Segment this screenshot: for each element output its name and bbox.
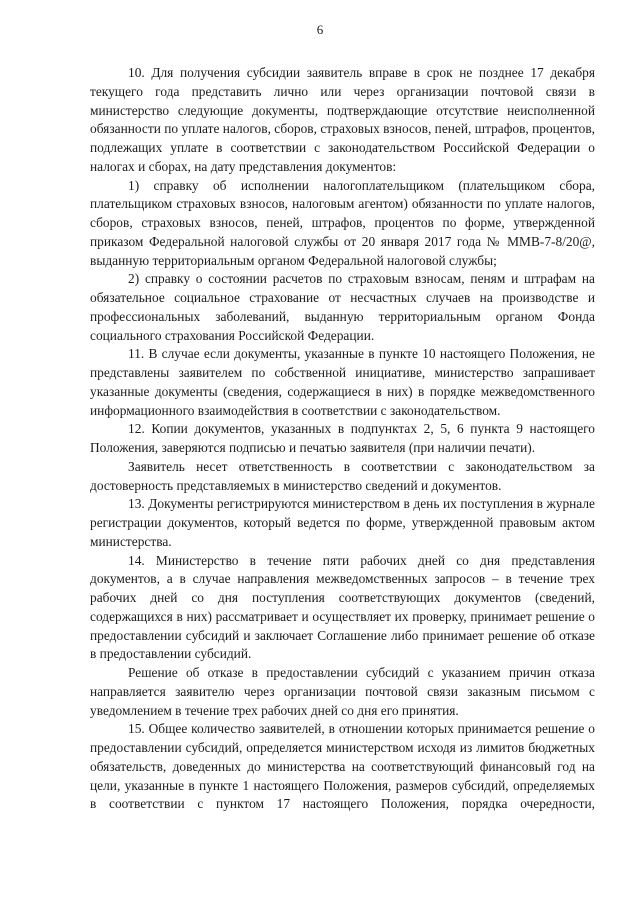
paragraph-15: 15. Общее количество заявителей, в отношении которых принимается решение о предоставлении субсидий, определяется министерством исходя из лимитов бюджетных обязательств, доведенных до министерства на соответствующий финансовый год на цели, указанные в пункте 1 настоящего Положения, размеров субсидий, определяемых в соответствии с пунктом 17 настоящего Положения, порядка очередности, bbox=[90, 721, 595, 812]
paragraph-14: 14. Министерство в течение пяти рабочих дней со дня представления документов, а в случае направления межведомственных запросов – в течение трех рабочих дней со дня поступления соответствующих документов (сведений, содержащихся в них) рассматривает и осуществляет их проверку, принимает решение о предоставлении субсидий и заключает Соглашение либо принимает решение об отказе в предоставлении субсидий. bbox=[90, 552, 595, 662]
paragraph-13: 13. Документы регистрируются министерством в день их поступления в журнале регистрации документов, который ведется по форме, утвержденной правовым актом министерства. bbox=[90, 496, 595, 549]
page-number: 6 bbox=[316, 22, 324, 37]
document-body bbox=[90, 64, 595, 814]
paragraph-12-note: Заявитель несет ответственность в соответствии с законодательством за достоверность представляемых в министерство сведений и документов. bbox=[90, 458, 595, 493]
paragraph-10-item-2: 2) справку о состоянии расчетов по страховым взносам, пеням и штрафам на обязательное социальное страхование от несчастных случаев на производстве и профессиональных заболеваний, выданную территориальным органом Фонда социального страхования Российской Федерации. bbox=[90, 271, 595, 343]
paragraph-14-refusal: Решение об отказе в предоставлении субсидий с указанием причин отказа направляется заявителю через организации почтовой связи заказным письмом с уведомлением в течение трех рабочих дней со дня его принятия. bbox=[90, 665, 595, 718]
paragraph-12: 12. Копии документов, указанных в подпунктах 2, 5, 6 пункта 9 настоящего Положения, заверяются подписью и печатью заявителя (при наличии печати). bbox=[90, 421, 595, 455]
paragraph-11: 11. В случае если документы, указанные в пункте 10 настоящего Положения, не представлены заявителем по собственной инициативе, министерство запрашивает указанные документы (сведения, содержащиеся в них) в порядке межведомственного информационного взаимодействия в соответствии с законодательством. bbox=[90, 346, 595, 418]
paragraph-10: 10. Для получения субсидии заявитель вправе в срок не позднее 17 декабря текущего года представить лично или через организации почтовой связи в министерство следующие документы, подтверждающие отсутствие неисполненной обязанности по уплате налогов, сборов, страховых взносов, пеней, штрафов, процентов, подлежащих уплате в соответствии с законодательством Российской Федерации о налогах и сборах, на дату представления документов: bbox=[90, 65, 595, 174]
paragraph-10-item-1: 1) справку об исполнении налогоплательщиком (плательщиком сбора, плательщиком страховых взносов, налоговым агентом) обязанности по уплате налогов, сборов, страховых взносов, пеней, штрафов, процентов по форме, утвержденной приказом Федеральной налоговой службы от 20 января 2017 года № ММВ-7-8/20@, выданную территориальным органом Федеральной налоговой службы; bbox=[90, 177, 595, 268]
